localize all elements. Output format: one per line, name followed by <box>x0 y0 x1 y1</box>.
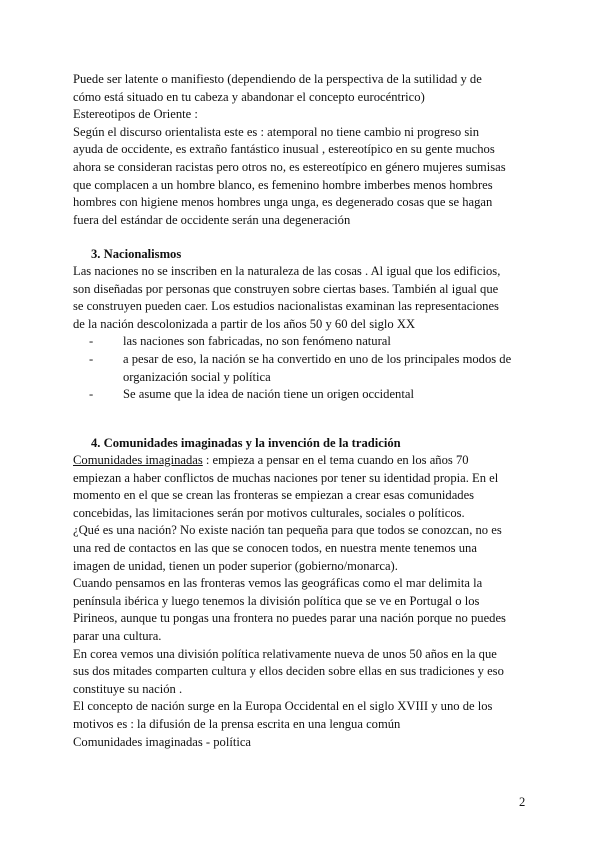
text-line: península ibérica y luego tenemos la división política que se ve en Portugal o los <box>73 593 480 608</box>
bullet-item <box>73 369 543 387</box>
intro-paragraph <box>73 71 543 229</box>
bullet-marker: - <box>89 351 94 366</box>
page-number: 2 <box>519 795 526 809</box>
text-line: Cuando pensamos en las fronteras vemos las geográficas como el mar delimita la <box>73 576 483 591</box>
text-line: fuera del estándar de occidente serán una degeneración <box>73 212 351 227</box>
term-underlined: Comunidades imaginadas <box>73 453 203 467</box>
text: : empieza a pensar en el tema cuando en los años 70 <box>202 453 469 467</box>
text-line: concebidas, las limitaciones serán por motivos culturales, sociales o políticos. <box>73 505 465 520</box>
bullet-item <box>73 386 543 404</box>
text-line: ¿Qué es una nación? No existe nación tan pequeña para que todos se conozcan, no es <box>73 523 502 538</box>
text-line: empiezan a haber conflictos de muchas naciones por tener su identidad propia. En el <box>73 470 499 485</box>
text-line: constituye su nación . <box>73 681 183 696</box>
text-line <box>73 452 543 470</box>
bullet-item <box>73 333 543 351</box>
text-line: Las naciones no se inscriben en la naturaleza de las cosas . Al igual que los edificios, <box>73 264 501 278</box>
text-line: El concepto de nación surge en la Europa Occidental en el siglo XVIII y uno de los <box>73 699 493 714</box>
text-line: se construyen pueden caer. Los estudios nacionalistas examinan las representaciones <box>73 299 499 314</box>
bullet-text: a pesar de eso, la nación se ha convertido en uno de los principales modos de <box>123 351 512 366</box>
text-line: momento en el que se crean las fronteras se empiezan a crear esas comunidades <box>73 488 475 503</box>
text-line: que complacen a un hombre blanco, es femenino hombre imberbes menos hombres <box>73 177 493 192</box>
bullet-text: las naciones son fabricadas, no son fenómeno natural <box>123 334 391 349</box>
text-line: parar una cultura. <box>73 628 162 643</box>
text-line: imagen de unidad, tienen un poder superior (gobierno/monarca). <box>73 558 398 573</box>
bullet-text: Se asume que la idea de nación tiene un origen occidental <box>123 387 414 402</box>
text-line: sus dos mitades comparten cultura y ellos deciden sobre ellas en sus tradiciones y eso <box>73 664 504 679</box>
text-line: cómo está situado en tu cabeza y abandonar el concepto eurocéntrico) <box>73 89 425 104</box>
text-line: de la nación descolonizada a partir de los años 50 y 60 del siglo XX <box>73 316 416 331</box>
text-line: motivos es : la difusión de la prensa escrita en una lengua común <box>73 716 401 731</box>
text-line: una red de contactos en las que se conocen todos, en nuestra mente tenemos una <box>73 540 477 555</box>
text-line: Estereotipos de Oriente : <box>73 107 198 122</box>
bullet-item <box>73 351 543 369</box>
text-line: Según el discurso orientalista este es : atemporal no tiene cambio ni progreso sin <box>73 124 480 139</box>
section-4 <box>73 434 543 751</box>
text-line: Comunidades imaginadas - política <box>73 734 252 749</box>
text-line: ahora se consideran racistas pero otros no, es estereotípico en género mujeres sumisas <box>73 159 506 174</box>
text-line: Puede ser latente o manifiesto (dependiendo de la perspectiva de la sutilidad y de <box>73 72 482 86</box>
bullet-text: organización social y política <box>123 369 271 384</box>
text-line: son diseñadas por personas que construyen sobre ciertas bases. También al igual que <box>73 281 499 296</box>
section-heading: 3. Nacionalismos <box>91 247 182 261</box>
bullet-marker: - <box>89 334 94 349</box>
section-3 <box>73 245 543 404</box>
text-line: ayuda de occidente, es extraño fantástico inusual , estereotípico en su gente muchos <box>73 142 495 157</box>
text-line: Pirineos, aunque tu pongas una frontera no puedes parar una nación porque no puedes <box>73 611 506 626</box>
section-heading: 4. Comunidades imaginadas y la invención de la tradición <box>91 436 401 450</box>
text-line: En corea vemos una división política relativamente nueva de unos 50 años en la que <box>73 646 497 661</box>
text-line: hombres con higiene menos hombres unga unga, es degenerado cosas que se hagan <box>73 195 493 210</box>
bullet-marker: - <box>89 387 94 402</box>
